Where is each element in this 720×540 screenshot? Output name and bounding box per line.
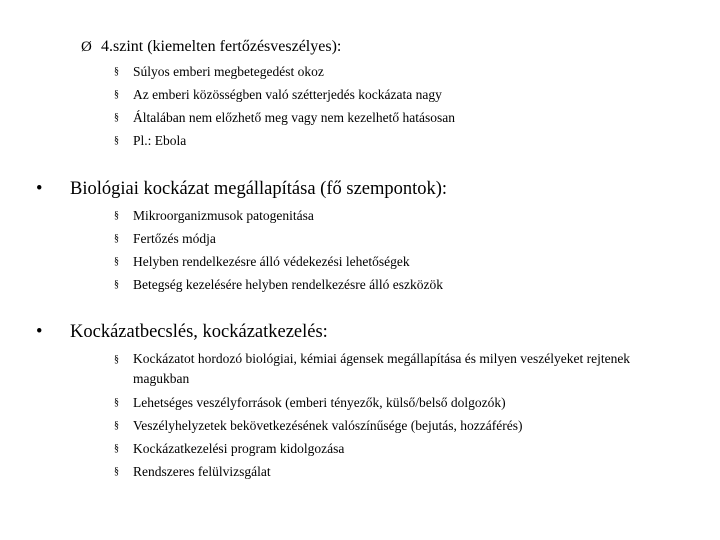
round-bullet-icon: • bbox=[36, 322, 43, 342]
arrow-bullet-icon: Ø bbox=[81, 39, 92, 55]
square-bullet-icon: § bbox=[114, 420, 119, 431]
list-item: § Az emberi közösségben való szétterjedés kockázata nagy bbox=[114, 83, 694, 106]
level4-list bbox=[114, 60, 694, 152]
list-item: § Általában nem előzhető meg vagy nem kezelhető hatásosan bbox=[114, 106, 694, 129]
list-item: § Lehetséges veszélyforrások (emberi tényezők, külső/belső dolgozók) bbox=[114, 391, 694, 414]
list-item: § Kockázatot hordozó biológiai, kémiai ágensek megállapítása és milyen veszélyeket rejtenek magukban bbox=[114, 351, 631, 386]
list-item: § Mikroorganizmusok patogenitása bbox=[114, 204, 694, 227]
heading-text: Biológiai kockázat megállapítása (fő szempontok): bbox=[70, 179, 448, 199]
risk-assessment-list bbox=[114, 204, 694, 296]
risk-management-list bbox=[114, 349, 694, 483]
list-item: § Veszélyhelyzetek bekövetkezésének valószínűsége (bejutás, hozzáférés) bbox=[114, 414, 694, 437]
list-item: § Pl.: Ebola bbox=[114, 129, 694, 152]
list-item: § Fertőzés módja bbox=[114, 227, 694, 250]
square-bullet-icon: § bbox=[114, 466, 119, 477]
list-item: § Kockázatkezelési program kidolgozása bbox=[114, 437, 694, 460]
round-bullet-icon: • bbox=[36, 179, 43, 199]
square-bullet-icon: § bbox=[114, 279, 119, 290]
list-item: § Helyben rendelkezésre álló védekezési lehetőségek bbox=[114, 250, 694, 273]
square-bullet-icon: § bbox=[114, 256, 119, 267]
square-bullet-icon: § bbox=[114, 89, 119, 100]
square-bullet-icon: § bbox=[114, 443, 119, 454]
square-bullet-icon: § bbox=[114, 233, 119, 244]
list-item: § Rendszeres felülvizsgálat bbox=[114, 460, 694, 483]
square-bullet-icon: § bbox=[114, 354, 119, 365]
square-bullet-icon: § bbox=[114, 210, 119, 221]
list-item: § Betegség kezelésére helyben rendelkezésre álló eszközök bbox=[114, 273, 694, 296]
heading-text: Kockázatbecslés, kockázatkezelés: bbox=[70, 322, 328, 342]
square-bullet-icon: § bbox=[114, 135, 119, 146]
heading-text: 4.szint (kiemelten fertőzésveszélyes): bbox=[101, 38, 342, 55]
square-bullet-icon: § bbox=[114, 66, 119, 77]
list-item: § Súlyos emberi megbetegedést okoz bbox=[114, 60, 694, 83]
square-bullet-icon: § bbox=[114, 397, 119, 408]
square-bullet-icon: § bbox=[114, 112, 119, 123]
